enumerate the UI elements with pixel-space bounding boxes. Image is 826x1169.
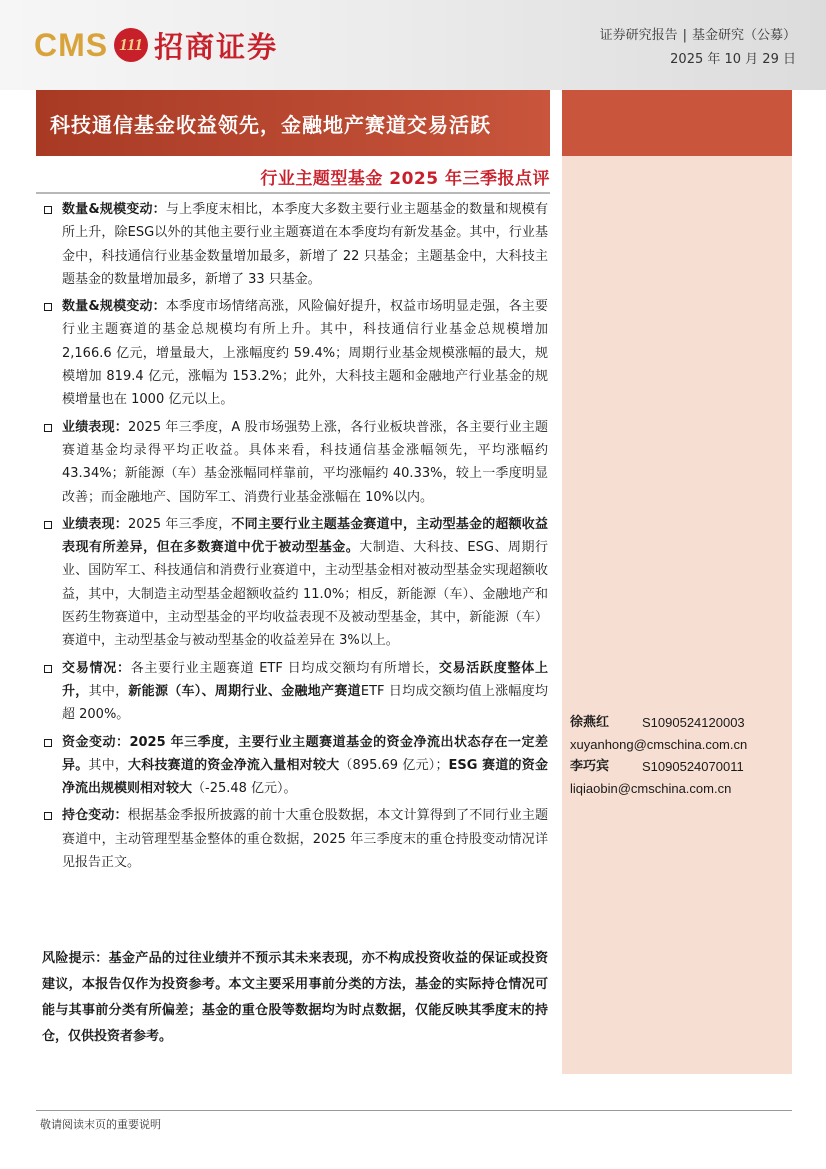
- analyst-card: [570, 712, 790, 800]
- item-text-bold: 新能源（车）、周期行业、金融地产赛道: [128, 683, 361, 699]
- footer-note: 敬请阅读末页的重要说明: [40, 1118, 161, 1131]
- summary-item: [40, 513, 548, 653]
- item-label: 业绩表现：: [62, 516, 128, 532]
- report-category-line: [600, 24, 796, 48]
- summary-list: [40, 198, 548, 878]
- item-text-bold: 交易活跃度整体上升，: [62, 660, 548, 699]
- item-text: 2025 年三季度，: [128, 516, 232, 532]
- checkbox-bullet-icon: [44, 521, 52, 529]
- item-text: 大制造、大科技、ESG、周期行业、国防军工、科技通信和消费行业赛道中，主动型基金相对被动型基金实现超额收益，其中，大制造主动型基金超额收益约 11.0%；相反，新能源（车）、金融地产和医药生物赛道中，主动型基金的平均收益表现不及被动型基金，其中，新能源（车）赛道中，主动型基金与被动型基金的收益差异在 3%以上。: [62, 540, 548, 649]
- logo-mark-icon: 111: [114, 28, 148, 62]
- item-label: 持仓变动：: [62, 808, 128, 824]
- report-date: 2025 年 10 月 29 日: [670, 52, 796, 67]
- company-logo: [34, 22, 278, 68]
- sidebar-panel: [562, 156, 792, 1074]
- summary-item: [40, 804, 548, 874]
- report-type: 证券研究报告: [599, 28, 678, 43]
- item-text: 各主要行业主题赛道 ETF 日均成交额均有所增长，: [130, 660, 439, 676]
- analyst-email[interactable]: liqiaobin@cmschina.com.cn: [570, 781, 732, 796]
- analyst-name: 徐燕红: [570, 715, 610, 730]
- analyst-row: [570, 712, 790, 734]
- header-meta: [600, 24, 796, 72]
- checkbox-bullet-icon: [44, 206, 52, 214]
- header-separator: |: [682, 28, 687, 43]
- item-label: 交易情况：: [62, 660, 131, 676]
- divider: [36, 192, 550, 194]
- item-text: 其中，: [88, 683, 129, 699]
- item-text-bold: ESG 赛道的资金净流出规模则相对较大: [62, 757, 548, 797]
- checkbox-bullet-icon: [44, 665, 52, 673]
- item-text: 2025 年三季度，A 股市场强势上涨，各行业板块普涨，各主要行业主题赛道基金均录得平均正收益。具体来看，科技通信基金涨幅领先，平均涨幅约 43.34%；新能源（车）基金涨幅同样靠前，平均涨幅约 40.33%，较上一季度明显改善；而金融地产、国防军工、消费行业基金涨幅在 10%以内。: [62, 419, 548, 505]
- item-label: 业绩表现：: [62, 419, 128, 435]
- analyst-name: 李巧宾: [570, 759, 610, 774]
- item-label: 资金变动：: [62, 734, 130, 750]
- summary-item: [40, 416, 548, 509]
- checkbox-bullet-icon: [44, 303, 52, 311]
- analyst-license: S1090524120003: [642, 715, 745, 730]
- item-text: （-25.48 亿元）。: [192, 781, 297, 797]
- item-text: ETF 日均成交额均值上涨幅度均超 200%。: [62, 683, 548, 723]
- footer-divider: [36, 1110, 792, 1111]
- item-text-bold: 2025 年三季度，主要行业主题赛道基金的资金净流出状态存在一定差异。: [62, 734, 548, 773]
- checkbox-bullet-icon: [44, 739, 52, 747]
- page-subtitle: 行业主题型基金 2025 年三季报点评: [260, 169, 550, 189]
- page-title: 科技通信基金收益领先，金融地产赛道交易活跃: [50, 112, 491, 137]
- item-text: （895.69 亿元）；: [339, 757, 449, 773]
- item-text-bold: 大科技赛道的资金净流入量相对较大: [128, 757, 340, 773]
- summary-item: [40, 198, 548, 291]
- item-text-bold: 不同主要行业主题基金赛道中，主动型基金的超额收益表现有所差异，但在多数赛道中优于被动型基金。: [62, 516, 548, 556]
- item-label: 数量&规模变动：: [62, 202, 166, 217]
- summary-item: [40, 657, 548, 727]
- checkbox-bullet-icon: [44, 424, 52, 432]
- analyst-email[interactable]: xuyanhong@cmschina.com.cn: [570, 737, 748, 752]
- analyst-row: [570, 756, 790, 778]
- checkbox-bullet-icon: [44, 812, 52, 820]
- item-text: 本季度市场情绪高涨，风险偏好提升，权益市场明显走强，各主要行业主题赛道的基金总规模均有所上升。其中，科技通信行业基金总规模增加 2,166.6 亿元，增量最大，上涨幅度约 59.4%；周期行业基金规模涨幅的最大，规模增加 819.4 亿元，涨幅为 153.2%；此外，大科技主题和金融地产行业基金的规模增量也在 1000 亿元以上。: [62, 299, 548, 408]
- risk-warning: 风险提示：基金产品的过往业绩并不预示其未来表现，亦不构成投资收益的保证或投资建议，本报告仅作为投资参考。本文主要采用事前分类的方法，基金的实际持仓情况可能与其事前分类有所偏差；基金的重仓股等数据均为时点数据，仅能反映其季度末的持仓，仅供投资者参考。: [42, 951, 548, 1044]
- logo-chinese-name: 招商证券: [154, 29, 279, 64]
- item-text: 其中，: [88, 757, 129, 773]
- summary-item: [40, 731, 548, 801]
- title-accent-block: [562, 90, 792, 156]
- logo-cms-text: CMS: [34, 26, 109, 63]
- item-text: 与上季度末相比，本季度大多数主要行业主题基金的数量和规模有所上升，除ESG以外的其他主要行业主题赛道在本季度均有新发基金。其中，行业基金中，科技通信行业基金数量增加最多，新增了 22 只基金；主题基金中，大科技主题基金的数量增加最多，新增了 33 只基金。: [62, 202, 548, 287]
- analyst-license: S1090524070011: [642, 759, 744, 774]
- title-banner: [36, 90, 550, 156]
- report-category: 基金研究（公募）: [691, 28, 796, 43]
- item-label: 数量&规模变动：: [62, 299, 166, 315]
- item-text: 根据基金季报所披露的前十大重仓股数据，本文计算得到了不同行业主题赛道中，主动管理型基金整体的重仓数据，2025 年三季度末的重仓持股变动情况详见报告正文。: [62, 808, 548, 871]
- summary-item: [40, 295, 548, 411]
